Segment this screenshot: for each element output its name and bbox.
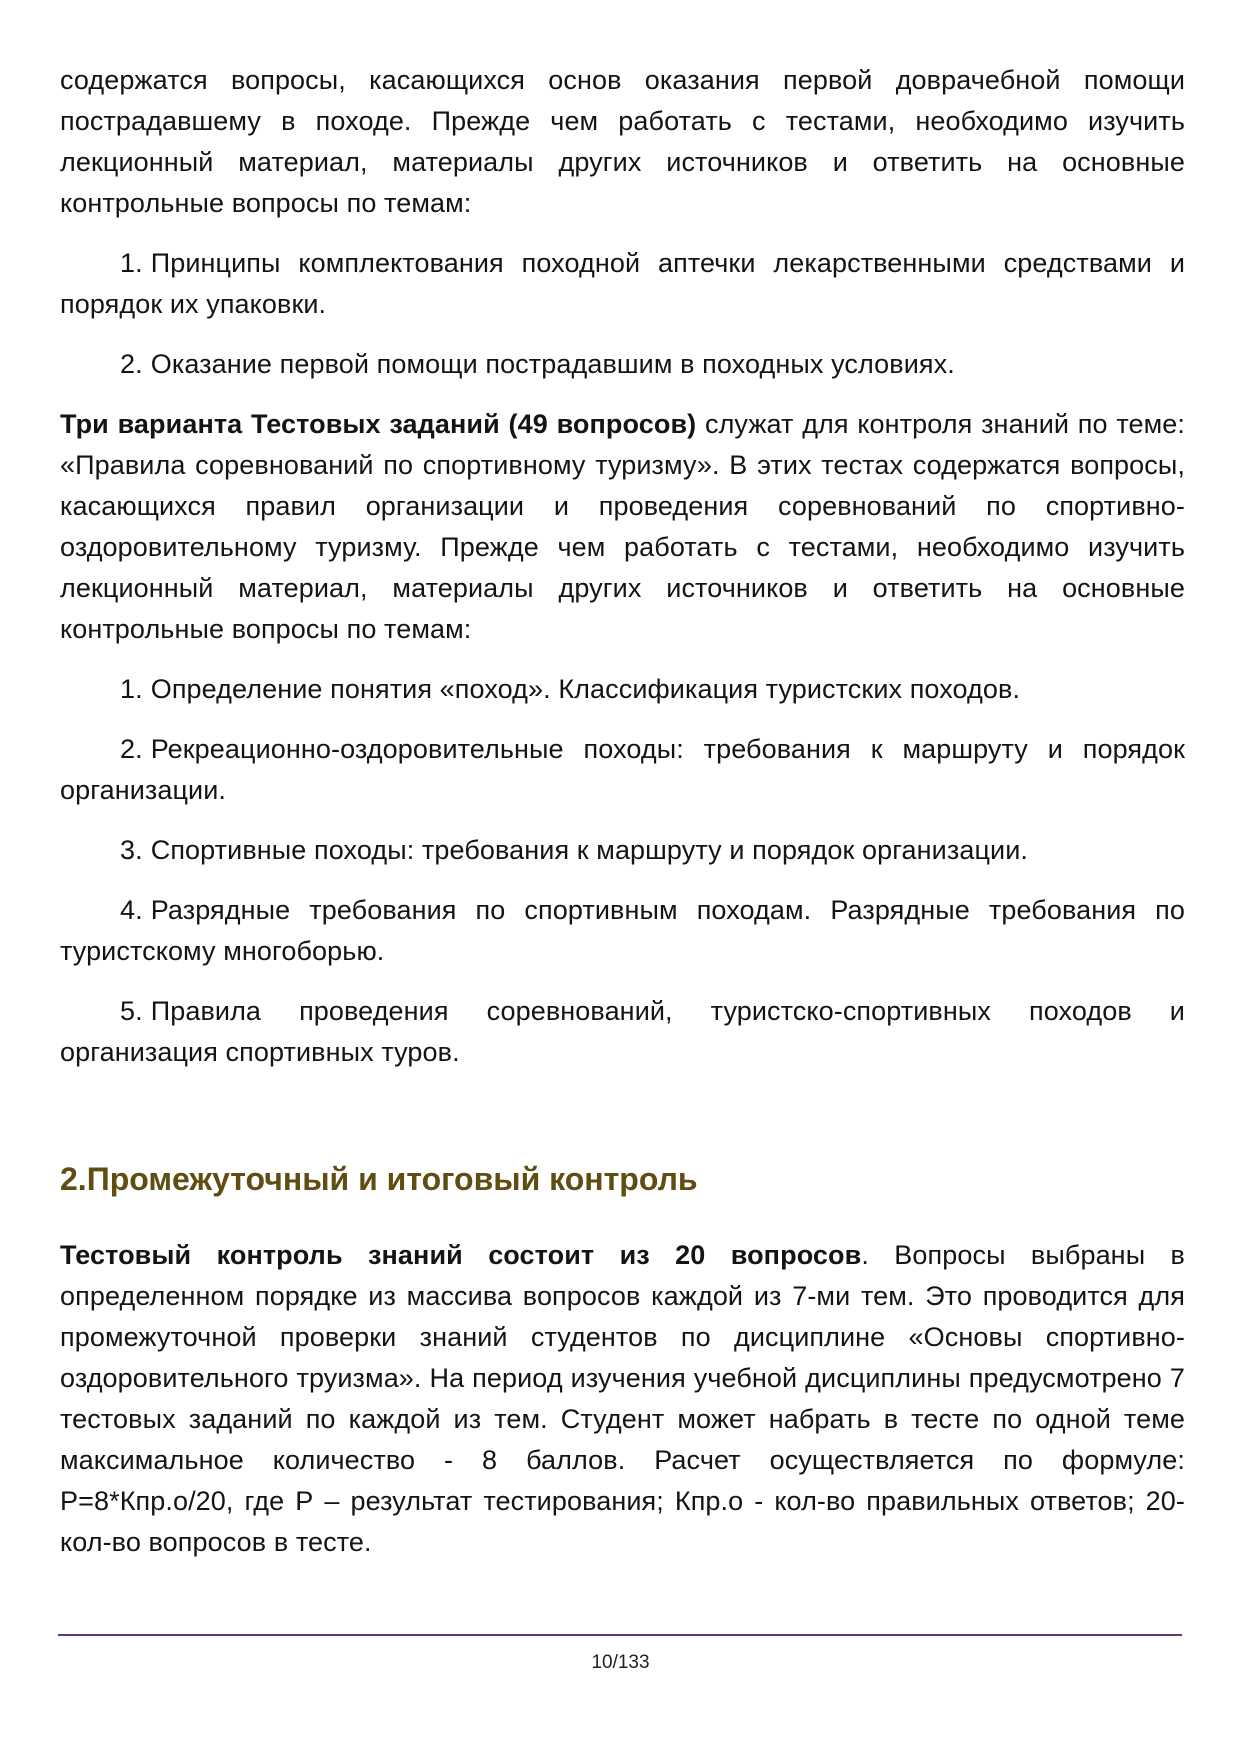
- list-item-number: 1.: [120, 674, 143, 704]
- control-paragraph: [60, 1235, 1185, 1563]
- list1-item-2: [60, 344, 1185, 385]
- tests-paragraph-bold: Три варианта Тестовых заданий (49 вопросов): [60, 409, 697, 439]
- section-heading: 2.Промежуточный и итоговый контроль: [60, 1161, 698, 1197]
- intro-paragraph: содержатся вопросы, касающихся основ оказания первой доврачебной помощи пострадавшему в походе. Прежде чем работать с тестами, необходимо изучить лекционный материал, материалы других источников и ответить на основные контрольные вопросы по темам:: [60, 65, 1185, 218]
- list-item-number: 5.: [120, 996, 143, 1026]
- control-paragraph-bold: Тестовый контроль знаний состоит из 20 вопросов: [60, 1240, 862, 1270]
- list2-item-2: [60, 729, 1185, 811]
- footer-divider: [58, 1634, 1182, 1636]
- list-item-text: Спортивные походы: требования к маршруту и порядок организации.: [150, 835, 1028, 865]
- list-item-number: 1.: [120, 248, 143, 278]
- list-item-text: Определение понятия «поход». Классификация туристских походов.: [150, 674, 1021, 704]
- tests-paragraph-text: служат для контроля знаний по теме: «Правила соревнований по спортивному туризму». В этих тестах содержатся вопросы, касающихся правил организации и проведения соревнований по спортивно-оздоровительному туризму. Прежде чем работать с тестами, необходимо изучить лекционный материал, материалы других источников и ответить на основные контрольные вопросы по темам:: [60, 409, 1185, 644]
- list-item-number: 3.: [120, 835, 143, 865]
- list2-item-5: [60, 991, 1185, 1073]
- list2-item-3: [60, 830, 1185, 871]
- list1-item-1: [60, 243, 1185, 325]
- tests-paragraph: [60, 404, 1185, 650]
- control-paragraph-text: . Вопросы выбраны в определенном порядке из массива вопросов каждой из 7-ми тем. Это проводится для промежуточной проверки знаний студентов по дисциплине «Основы спортивно-оздоровительного труизма». На период изучения учебной дисциплины предусмотрено 7 тестовых заданий по каждой из тем. Студент может набрать в тесте по одной теме максимальное количество - 8 баллов. Расчет осуществляется по формуле: Р=8*Кпр.о/20, где Р – результат тестирования; Кпр.о - кол-во правильных ответов; 20-кол-во вопросов в тесте.: [60, 1240, 1185, 1557]
- list-item-number: 4.: [120, 895, 143, 925]
- list-item-text: Правила проведения соревнований, туристско-спортивных походов и организация спортивных туров.: [60, 996, 1185, 1067]
- list-item-number: 2.: [120, 349, 143, 379]
- list-item-text: Разрядные требования по спортивным походам. Разрядные требования по туристскому многоборью.: [60, 895, 1185, 966]
- list-item-text: Оказание первой помощи пострадавшим в походных условиях.: [150, 349, 955, 379]
- list2-item-1: [60, 669, 1185, 710]
- list-item-text: Принципы комплектования походной аптечки лекарственными средствами и порядок их упаковки.: [60, 248, 1185, 319]
- list-item-number: 2.: [120, 734, 143, 764]
- list2-item-4: [60, 890, 1185, 972]
- page-number: 10/133: [591, 1652, 650, 1673]
- list-item-text: Рекреационно-оздоровительные походы: требования к маршруту и порядок организации.: [60, 734, 1185, 805]
- document-page: [60, 60, 1185, 1563]
